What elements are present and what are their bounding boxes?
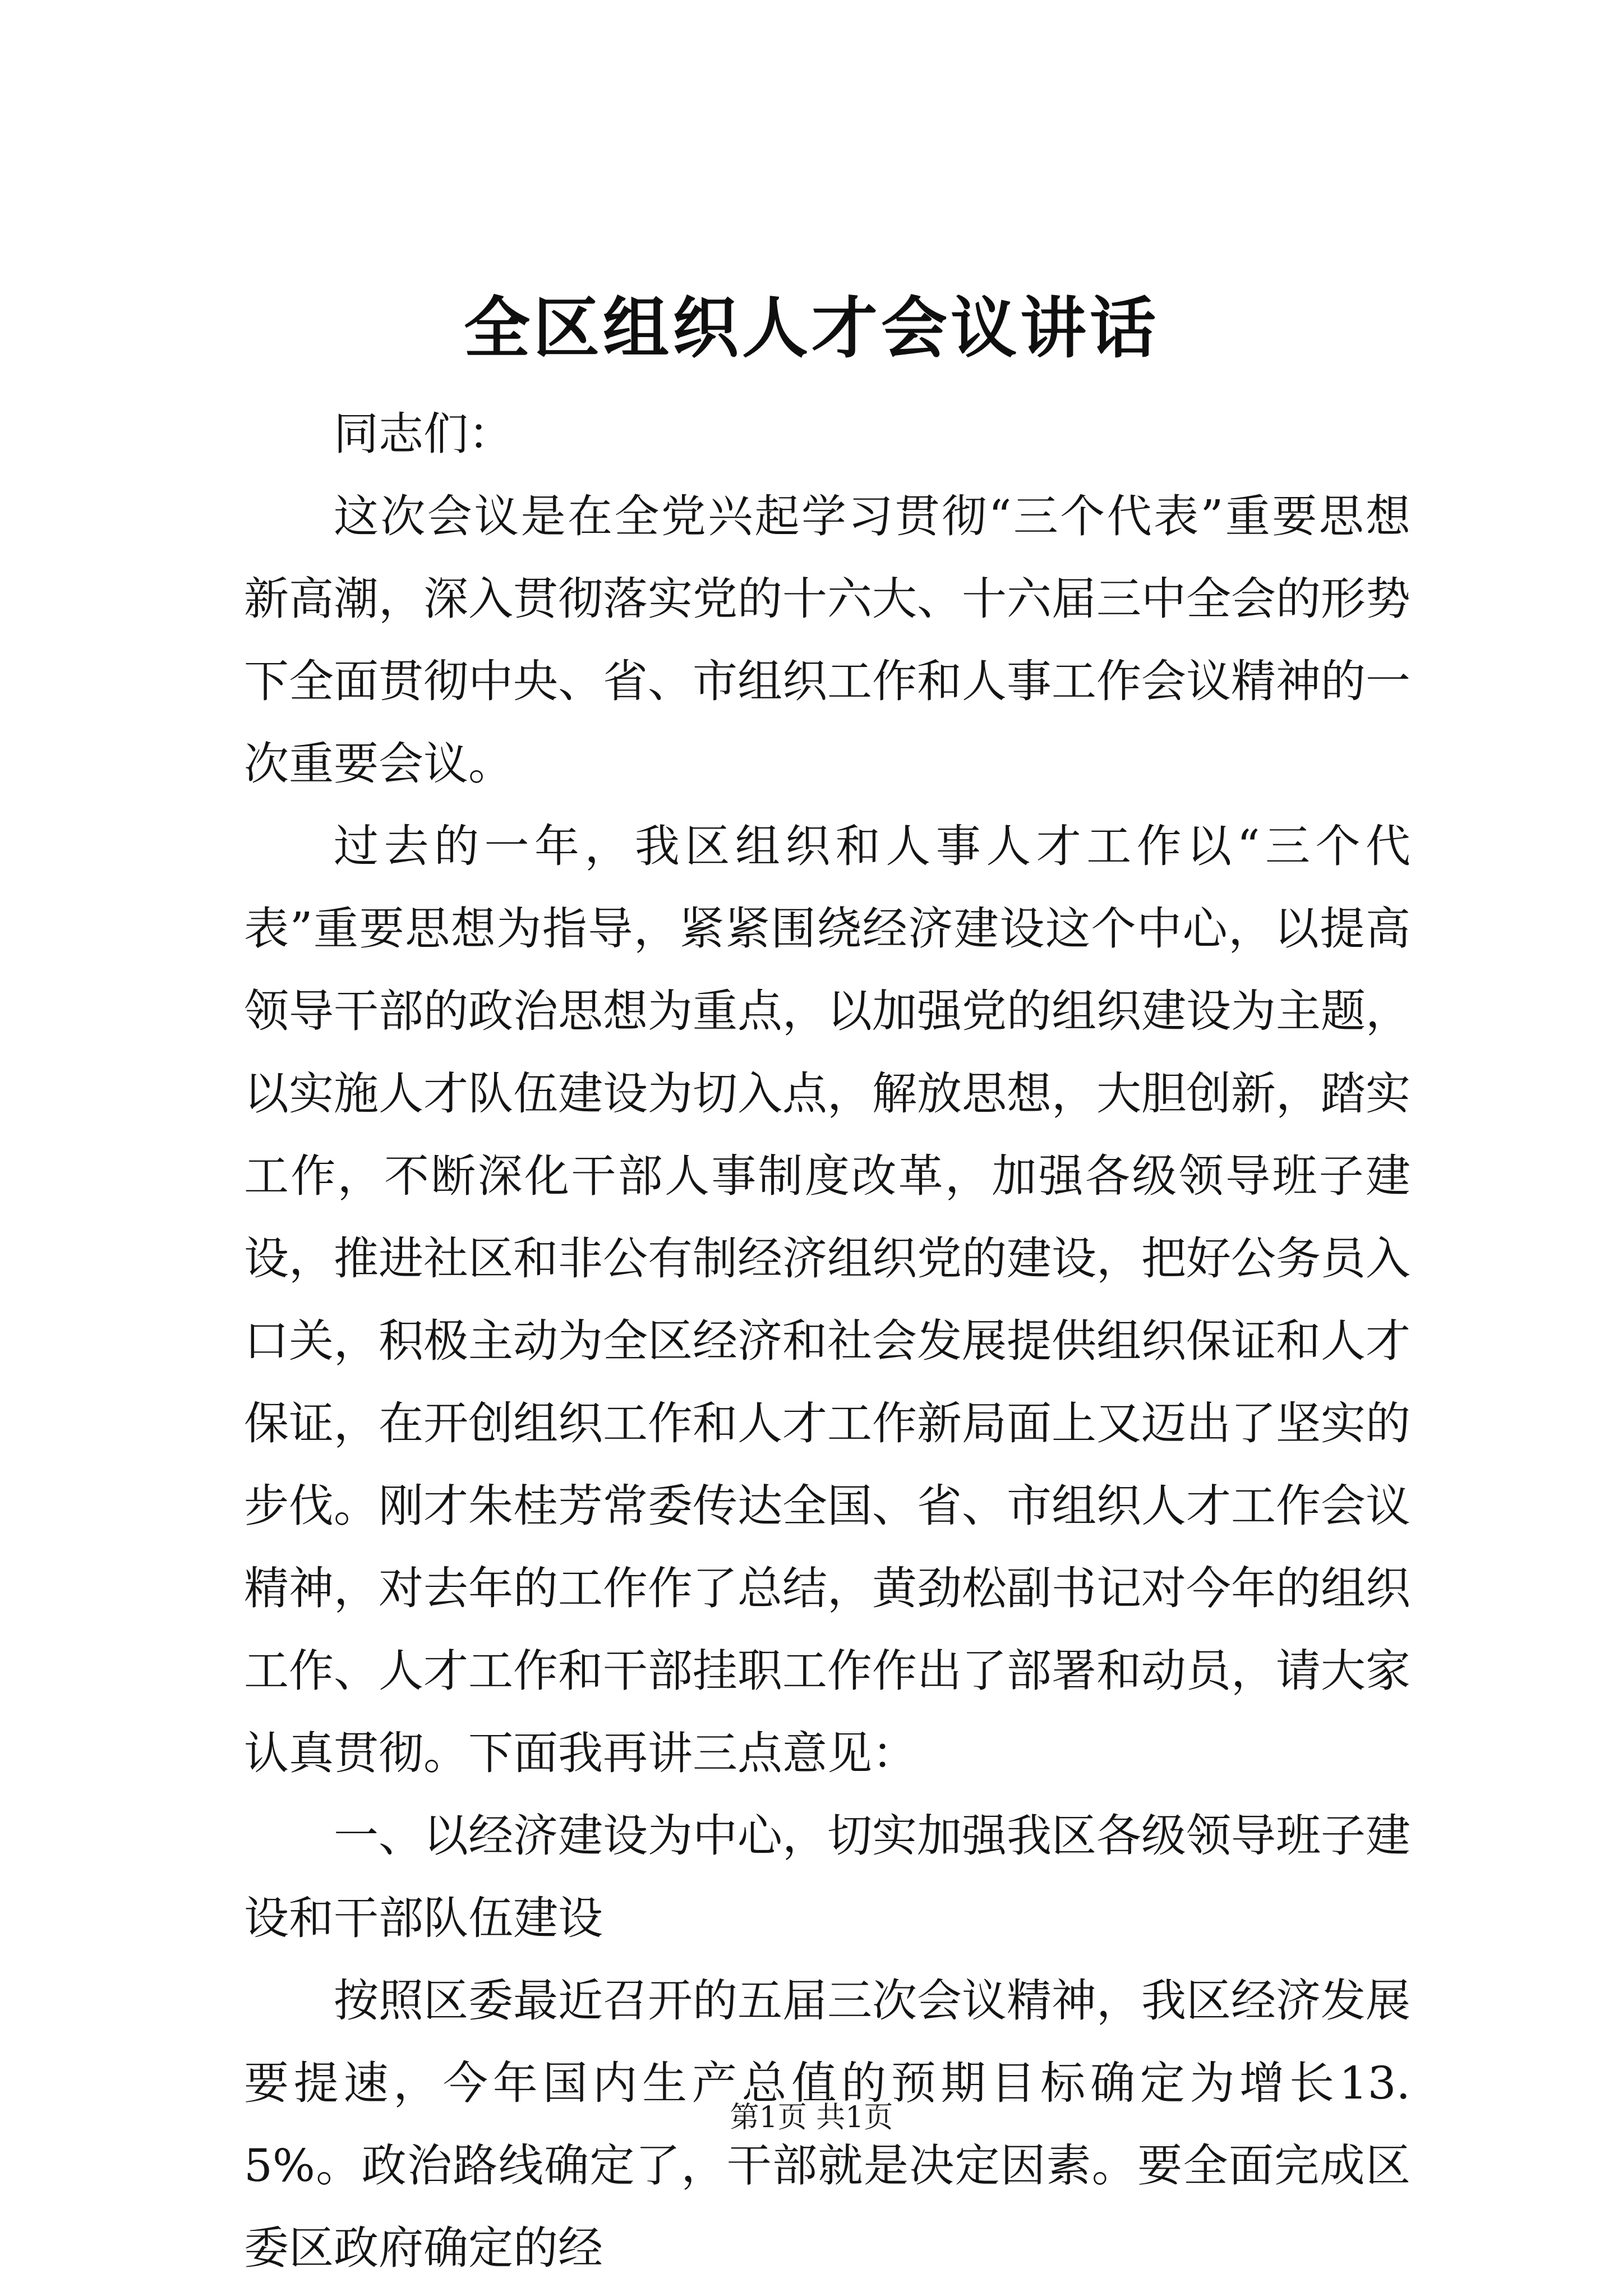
- paragraph-2: 过去的一年，我区组织和人事人才工作以“三个代表”重要思想为指导，紧紧围绕经济建设这个中心，以提高领导干部的政治思想为重点，以加强党的组织建设为主题，以实施人才队伍建设为切入点，解放思想，大胆创新，踏实工作，不断深化干部人事制度改革，加强各级领导班子建设，推进社区和非公有制经济组织党的建设，把好公务员入口关，积极主动为全区经济和社会发展提供组织保证和人才保证，在开创组织工作和人才工作新局面上又迈出了坚实的步伐。刚才朱桂芳常委传达全国、省、市组织人才工作会议精神，对去年的工作作了总结，黄劲松副书记对今年的组织工作、人才工作和干部挂职工作作出了部署和动员，请大家认真贯彻。下面我再讲三点意见：: [244, 820, 1410, 1779]
- page-footer: 第1页 共1页: [730, 2101, 893, 2134]
- document-body: [244, 393, 1410, 2289]
- section-heading-1: 一、以经济建设为中心，切实加强我区各级领导班子建设和干部队伍建设: [244, 1810, 1410, 1944]
- paragraph-1: 这次会议是在全党兴起学习贯彻“三个代表”重要思想新高潮，深入贯彻落实党的十六大、十六届三中全会的形势下全面贯彻中央、省、市组织工作和人事工作会议精神的一次重要会议。: [244, 490, 1410, 790]
- salutation: 同志们：: [334, 408, 513, 460]
- document-title: 全区组织人才会议讲话: [463, 289, 1159, 367]
- paragraph-3: 按照区委最近召开的五届三次会议精神，我区经济发展要提速，今年国内生产总值的预期目标确定为增长13.5%。政治路线确定了，干部就是决定因素。要全面完成区委区政府确定的经: [244, 1975, 1410, 2274]
